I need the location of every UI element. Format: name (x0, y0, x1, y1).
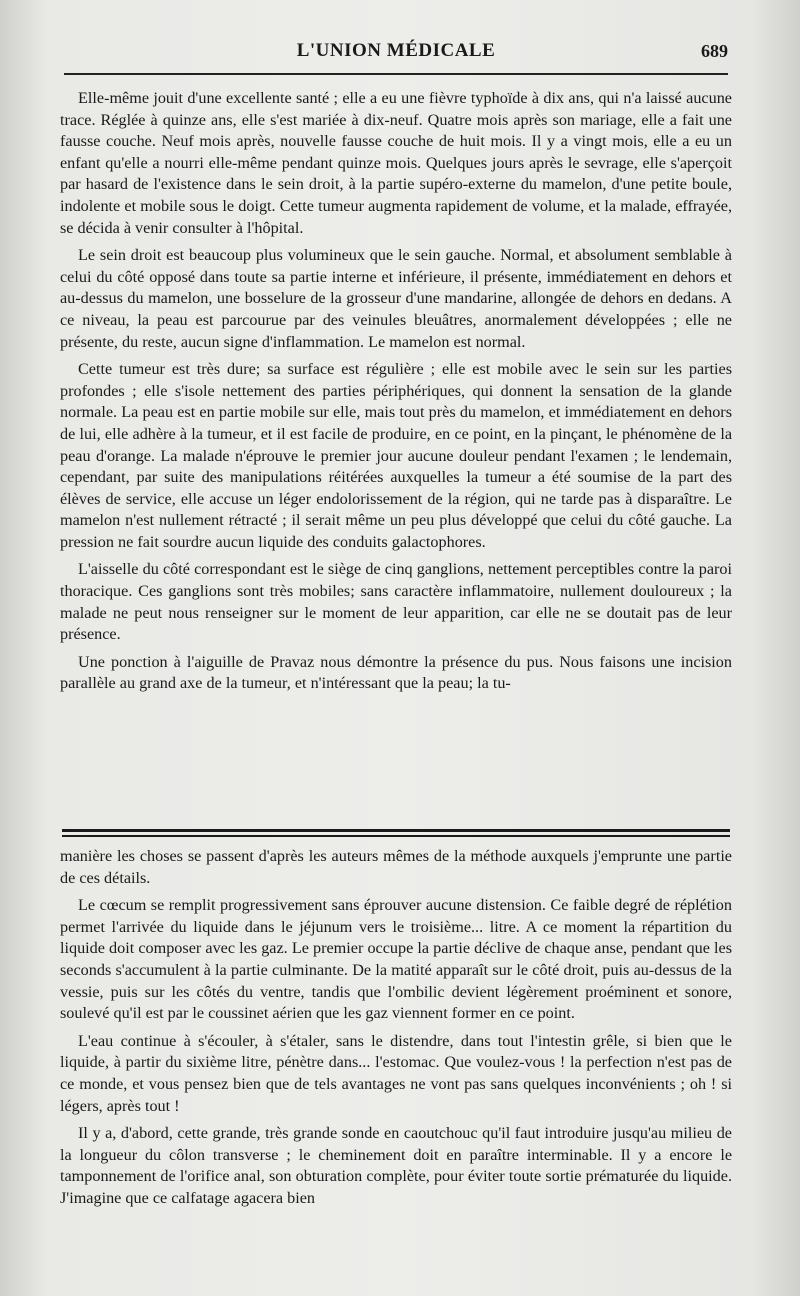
section-separator-thin (62, 835, 730, 837)
paragraph: Elle-même jouit d'une excellente santé ; elle a eu une fièvre typhoïde à dix ans, qui n'a laissé aucune trace. Réglée à quinze ans, elle s'est mariée à dix-neuf. Quatre mois après son mariage, elle a fait une fausse couche. Neuf mois après, nouvelle fausse couche de huit mois. Il y a vingt mois, elle a eu un enfant qu'elle a nourri elle-même pendant quinze mois. Quelques jours après le sevrage, elle s'aperçoit par hasard de l'existence dans le sein droit, à la partie supéro-externe du mamelon, d'une petite boule, indolente et mobile sous le doigt. Cette tumeur augmenta rapidement de volume, et la malade, effrayée, se décida à venir consulter à l'hôpital. (60, 89, 732, 237)
page-header (60, 40, 732, 70)
paragraph: L'aisselle du côté correspondant est le siège de cinq ganglions, nettement perceptibles contre la paroi thoracique. Ces ganglions sont très mobiles; sans caractère inflammatoire, nullement douloureux ; la malade ne peut nous renseigner sur le moment de leur apparition, car elle ne se doutait pas de leur présence. (60, 560, 732, 644)
paragraph: Le cœcum se remplit progressivement sans éprouver aucune distension. Ce faible degré de réplétion permet l'arrivée du liquide dans le jéjunum vers le troisième... litre. A ce moment la répartition du liquide doit composer avec les gaz. Le premier occupe la partie déclive de chaque anse, pendant que les seconds s'accumulent à la partie culminante. De la matité apparaît sur le côté droit, puis au-dessus de la vessie, puis sur les côtés du ventre, tandis que l'ombilic devient légèrement proéminent et sonore, soulevé qu'il est par le coussinet aérien que les gaz viennent former en ce point. (60, 896, 732, 1023)
paragraph: manière les choses se passent d'après les auteurs mêmes de la méthode auxquels j'emprunte une partie de ces détails. (60, 847, 732, 887)
header-rule (64, 73, 728, 75)
paragraph: Il y a, d'abord, cette grande, très grande sonde en caoutchouc qu'il faut introduire jusqu'au milieu de la longueur du côlon transverse ; le cheminement doit en paraître interminable. Il y a encore le tamponnement de l'orifice anal, son obturation complète, pour éviter toute sortie prématurée du liquide. J'imagine que ce calfatage agacera bien (60, 1124, 732, 1207)
top-article (60, 88, 732, 701)
paragraph: Le sein droit est beaucoup plus volumineux que le sein gauche. Normal, et absolument semblable à celui du côté opposé dans toute sa partie interne et inférieure, il présente, immédiatement en dehors et au-dessus du mamelon, une bosselure de la grosseur d'une mandarine, allongée de dehors en dedans. A ce niveau, la peau est parcourue par des veinules bleuâtres, anormalement développées ; elle ne présente, du reste, aucun signe d'inflammation. Le mamelon est normal. (60, 246, 732, 351)
paragraph: Une ponction à l'aiguille de Pravaz nous démontre la présence du pus. Nous faisons une incision parallèle au grand axe de la tumeur, et n'intéressant que la peau; la tu- (60, 652, 732, 693)
section-separator-thick (62, 829, 730, 832)
paragraph: Cette tumeur est très dure; sa surface est régulière ; elle est mobile avec le sein sur les parties profondes ; elle s'isole nettement des parties périphériques, qui donnent la sensation de la glande normale. La peau est en partie mobile sur elle, mais tout près du mamelon, et immédiatement en dehors de lui, elle adhère à la tumeur, et il est facile de produire, en ce point, en la pinçant, le phénomène de la peau d'orange. La malade n'éprouve le premier jour aucune douleur pendant l'examen ; le lendemain, cependant, par suite des manipulations réitérées auxquelles la tumeur a été soumise de la part des élèves de service, elle accuse un léger endolorissement de la région, qui ne tarde pas à disparaître. Le mamelon n'est nullement rétracté ; il serait même un peu plus développé que celui du côté gauche. La pression ne fait sourdre aucun liquide des conduits galactophores. (60, 360, 732, 551)
page-number: 689 (701, 41, 728, 61)
bottom-article (60, 846, 732, 1216)
running-title: L'UNION MÉDICALE (296, 40, 496, 61)
paragraph: L'eau continue à s'écouler, à s'étaler, sans le distendre, dans tout l'intestin grêle, si bien que le liquide, à partir du sixième litre, pénètre dans... l'estomac. Que voulez-vous ! la perfection n'est pas de ce monde, et vous pensez bien que de tels avantages ne vont pas sans quelques inconvénients ; oh ! si légers, après tout ! (60, 1031, 732, 1115)
